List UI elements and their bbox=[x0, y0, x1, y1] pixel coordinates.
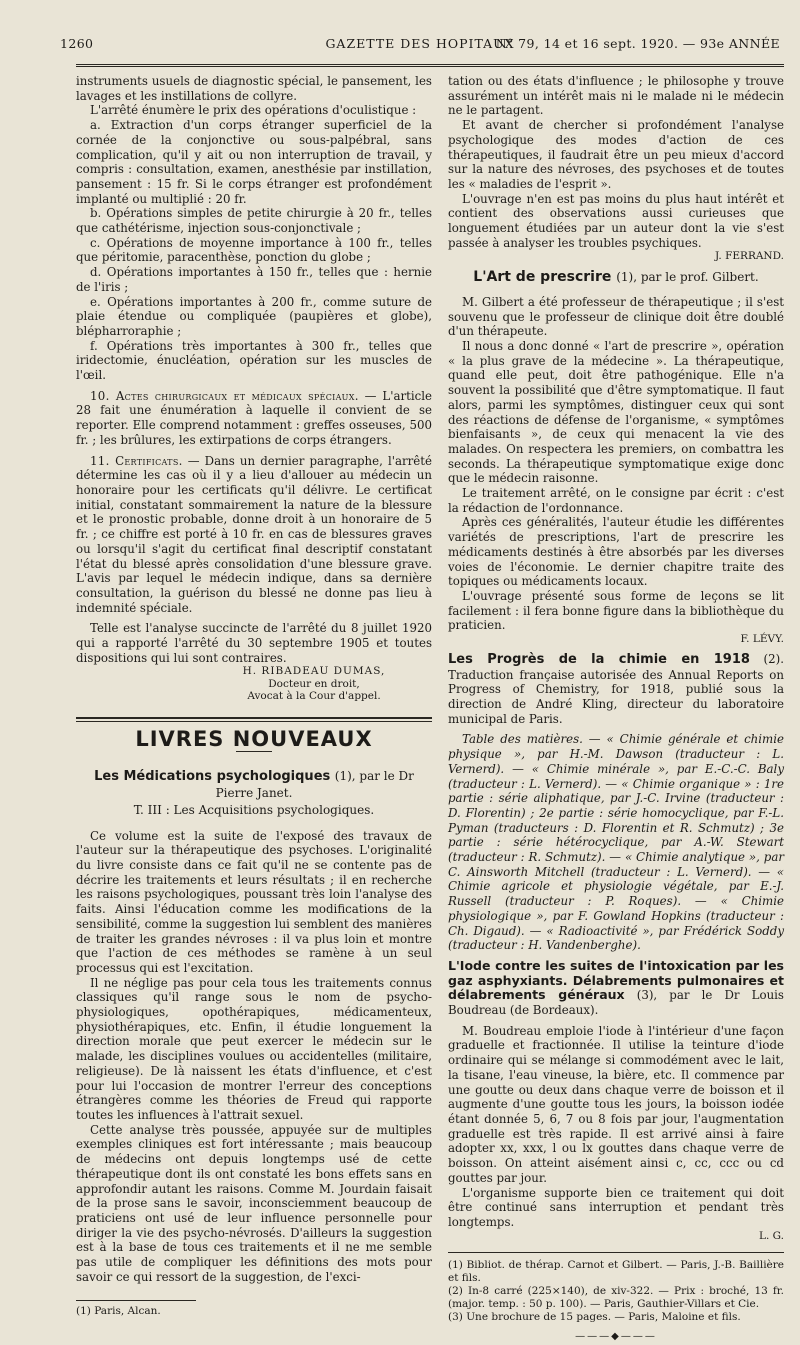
section-label: 11. Certificats. bbox=[90, 453, 183, 468]
author-title: Avocat à la Cour d'appel. bbox=[247, 690, 381, 703]
author-name: H. RIBADEAU DUMAS, bbox=[242, 665, 386, 678]
table-of-contents: Table des matières. — « Chimie générale et chimie physique », par H.-M. Dawson (traducteur : L. Vernerd). — « Chimie minérale », par E.-C.-C. Baly (traducteur : L. Vernerd). — « Chimie organique » : 1re partie : série aliphatique, par J.-C. Irvine (traducteur : D. Florentin) ; 2e partie : série homocyclique, par F.-L. Pyman (traducteurs : D. Florentin et R. Schmutz) ; 3e partie : série hétérocyclique, par A.-W. Stewart (traducteur : R. Schmutz). — « Chimie analytique », par C. Ainsworth Mitchell (traducteur : L. Vernerd). — « Chimie agricole et physiologie végétale, par E.-J. Russell (traducteur : P. Roques). — « Chimie physiologique », par F. Gowland Hopkins (traducteur : Ch. Digaud). — « Radioactivité », par Frédérick Soddy (traducteur : H. Vandenberghe). bbox=[448, 732, 784, 953]
paragraph: Il ne néglige pas pour cela tous les traitements connus classiques qu'il range sous le nom de psycho-physiologiques, opothérapiques, médicamenteux, physiothérapiques, etc. Enfin, il étudie longuement la direction morale que peut exercer le médecin sur le malade, les disciplines voulues ou accidentelles (militaire, religieuse). De là naissent les états d'influence, et c'est pour lui l'occasion de montrer l'erreur des conceptions étrangères comme les théories de Freud qui rapporte toutes les influences à l'attrait sexuel. bbox=[76, 975, 432, 1122]
paragraph: Ce volume est la suite de l'exposé des travaux de l'auteur sur la thérapeutique des psychoses. L'originalité du livre consiste dans ce fait qu'il ne se contente pas de décrire les traitements et leurs résultats ; il en recherche les raisons psychologiques, poussant très loin l'analyse des faits. Ainsi l'éducation comme les modifications de la sensibilité, comme la suggestion lui semblent des manières de traiter les grandes névroses : il va plus loin et montre que l'action de ces méthodes se ramène à un seul processus qui est l'excitation. bbox=[76, 828, 432, 975]
paragraph: L'arrêté énumère le prix des opérations d'oculistique : bbox=[90, 103, 417, 118]
header-rule bbox=[76, 64, 784, 67]
list-item: f. Opérations très importantes à 300 fr., telles que iridectomie, énucléation, opération sur les muscles de l'œil. bbox=[76, 338, 432, 383]
paragraph: Après ces généralités, l'auteur étudie les différentes variétés de prescriptions, l'art de prescrire les médicaments destinés à être absorbés par les diverses voies de l'économie. Le dernier chapitre traite des topiques ou médicaments locaux. bbox=[448, 515, 784, 589]
paragraph: Telle est l'analyse succincte de l'arrêté du 8 juillet 1920 qui a rapporté l'arrêté du 30 septembre 1905 et toutes dispositions qui lui sont contraires. bbox=[76, 621, 432, 665]
left-column bbox=[76, 74, 432, 1318]
book-title: L'Iode contre les suites de l'intoxication par les gaz asphyxiants. Délabrements pulmonaires et délabrements généraux bbox=[448, 957, 784, 1003]
section-11 bbox=[76, 454, 432, 616]
list-item: d. Opérations importantes à 150 fr., telles que : hernie de l'iris ; bbox=[76, 265, 432, 294]
book-byline: (3), par le Dr Louis Boudreau (de Bordeaux). bbox=[448, 988, 784, 1018]
paragraph: Et avant de chercher si profondément l'analyse psychologique des modes d'action de ces thérapeutiques, il faudrait être un peu mieux d'accord sur la nature des névroses, des psychoses et de toutes les « maladies de l'esprit ». bbox=[448, 118, 784, 191]
paragraph: instruments usuels de diagnostic spécial, le pansement, les lavages et les instillations de collyre. bbox=[76, 74, 432, 103]
book-heading bbox=[76, 768, 432, 819]
book-entry bbox=[448, 652, 784, 727]
section-rule bbox=[76, 717, 432, 719]
paragraph: Il nous a donc donné « l'art de prescrire », opération « la plus grave de la médecine ». La thérapeutique, quand elle peut, doit être pathogénique. Elle n'a souvent la possibilité que d'être symptomatique. Il faut alors, parmi les symptômes, distinguer ceux qui sont des réactions de défense de l'organisme, « symptômes bienfaisants », de ceux qui menacent la vie des malades. On respectera les premiers, on combattra les seconds. La thérapeutique symptomatique exige donc que le médecin raisonne. bbox=[448, 339, 784, 486]
paragraph: L'ouvrage n'en est pas moins du plus haut intérêt et contient des observations aussi curieuses que longuement étudiées par un auteur dont la vie s'est passée à analyser les troubles psychiques. bbox=[448, 191, 784, 250]
footnote: (3) Une brochure de 15 pages. — Paris, Maloine et fils. bbox=[448, 1311, 741, 1324]
book-byline: (1), par le prof. Gilbert. bbox=[616, 269, 759, 284]
list-item: c. Opérations de moyenne importance à 100 fr., telles que péritomie, paracenthèse, ponction du globe ; bbox=[76, 235, 432, 265]
footnote-rule bbox=[76, 1300, 196, 1301]
paragraph: L'ouvrage présenté sous forme de leçons se lit facilement : il fera bonne figure dans la bibliothèque du praticien. bbox=[448, 589, 784, 633]
footnote: (1) Paris, Alcan. bbox=[76, 1305, 161, 1318]
book-heading bbox=[448, 269, 784, 285]
section-label: 10. Actes chirurgicaux et médicaux spéciaux. bbox=[90, 388, 359, 403]
list-item: b. Opérations simples de petite chirurgie à 20 fr., telles que cathétérisme, injection sous-conjonctivale ; bbox=[76, 206, 432, 236]
list-item: a. Extraction d'un corps étranger superficiel de la cornée de la conjonctive ou sous-palpébral, sans complication, qu'il y ait ou non interruption de travail, y compris : consultation, examen, anesthésie par instillation, pansement : 15 fr. Si le corps étranger est profondément implanté ou multiplié : 20 fr. bbox=[76, 118, 432, 206]
section-text: — Dans un dernier paragraphe, l'arrêté détermine les cas où il y a lieu d'allouer au médecin un honoraire pour les certificats qu'il délivre. Le certificat initial, constatant sommairement la nature de la blessure et le pronostic probable, donne droit à un honoraire de 5 fr. ; ce chiffre est porté à 10 fr. en cas de blessures graves ou lorsqu'il s'agit du certificat final descriptif constatant l'état du blessé après consolidation d'une blessure grave. L'avis par lequel le médecin indique, dans sa dernière consultation, la guérison du blessé ne donne pas lieu à indemnité spéciale. bbox=[76, 453, 432, 615]
page-number: 1260 bbox=[60, 36, 94, 51]
book-byline: (1), par le Dr Pierre Janet. bbox=[215, 768, 414, 800]
signature: F. LÉVY. bbox=[740, 633, 784, 646]
paragraph: Le traitement arrêté, on le consigne par écrit : c'est la rédaction de l'ordonnance. bbox=[448, 486, 784, 515]
section-10 bbox=[76, 389, 432, 448]
section-text: — L'article 28 fait une énumération à laquelle il convient de se reporter. Elle comprend notamment : greffes osseuses, 500 fr. ; les brûlures, les extirpations de corps étrangers. bbox=[76, 388, 432, 447]
book-title: Les Progrès de la chimie en 1918 bbox=[448, 651, 750, 667]
book-entry bbox=[448, 959, 784, 1018]
paragraph: M. Boudreau emploie l'iode à l'intérieur d'une façon graduelle et fractionnée. Il utilise la teinture d'iode ordinaire qui se mélange si commodément avec le lait, la tisane, l'eau vineuse, la bière, etc. Il commence par une goutte ou deux dans chaque verre de boisson et il augmente d'une goutte tous les jours, la boisson iodée étant donnée 5, 6, 7 ou 8 fois par jour, l'augmentation graduelle est très rapide. Il est arrivé ainsi à faire adopter xx, xxx, l ou lx gouttes dans chaque verre de boisson. On atteint aisément ainsi c, cc, ccc ou cd gouttes par jour. bbox=[448, 1023, 784, 1185]
signature: J. FERRAND. bbox=[715, 250, 784, 263]
footnote: (2) In-8 carré (225×140), de xiv-322. — Prix : broché, 13 fr. (major. temp. : 50 p. 100). — Paris, Gauthier-Villars et Cie. bbox=[448, 1285, 784, 1311]
issue-info: N° 79, 14 et 16 sept. 1920. — 93e ANNÉE bbox=[495, 36, 780, 51]
footnote: (1) Bibliot. de thérap. Carnot et Gilbert. — Paris, J.-B. Baillière et fils. bbox=[448, 1259, 784, 1285]
running-header bbox=[60, 32, 780, 54]
signature: L. G. bbox=[759, 1229, 784, 1242]
journal-title: GAZETTE DES HOPITAUX bbox=[325, 36, 515, 51]
end-ornament: ———◆——— bbox=[575, 1331, 657, 1343]
paragraph: tation ou des états d'influence ; le philosophe y trouve assurément un intérêt mais ni le malade ni le médecin ne le partagent. bbox=[448, 74, 784, 118]
signature-block bbox=[76, 665, 432, 703]
paragraph: L'organisme supporte bien ce traitement qui doit être continué sans interruption et pendant très longtemps. bbox=[448, 1185, 784, 1229]
paragraph: M. Gilbert a été professeur de thérapeutique ; il s'est souvenu que le professeur de clinique doit être doublé d'un thérapeute. bbox=[448, 294, 784, 339]
author-title: Docteur en droit, bbox=[268, 677, 360, 690]
section-rule bbox=[76, 721, 432, 722]
book-title: Les Médications psychologiques bbox=[94, 768, 331, 784]
book-byline: (2). Traduction française autorisée des Annual Reports on Progress of Chemistry, for 1918, publié sous la direction de André Kling, directeur du laboratoire municipal de Paris. bbox=[448, 651, 784, 726]
footnotes bbox=[448, 1252, 784, 1324]
section-title: LIVRES NOUVEAUX bbox=[135, 726, 373, 751]
list-item: e. Opérations importantes à 200 fr., comme suture de plaie étendue ou compliquée (paupières et globe), blépharroraphie ; bbox=[76, 294, 432, 338]
paragraph: Cette analyse très poussée, appuyée sur de multiples exemples cliniques est fort intéressante ; mais beaucoup de médecins ont depuis longtemps usé de cette thérapeutique dont ils ont constaté les bons effets sans en approfondir autant les raisons. Comme M. Jourdain faisait de la prose sans le savoir, inconsciemment beaucoup de praticiens ont usé de leur influence personnelle pour diriger la vie des psycho-névrosés. D'ailleurs la suggestion est à la base de tous ces traitements et il ne me semble pas utile de compliquer les définitions des mots pour savoir ce qui ressort de la suggestion, de l'exci- bbox=[76, 1122, 432, 1284]
book-title: L'Art de prescrire bbox=[473, 268, 612, 285]
right-column bbox=[448, 74, 784, 1345]
book-subtitle: T. III : Les Acquisitions psychologiques. bbox=[133, 802, 375, 817]
